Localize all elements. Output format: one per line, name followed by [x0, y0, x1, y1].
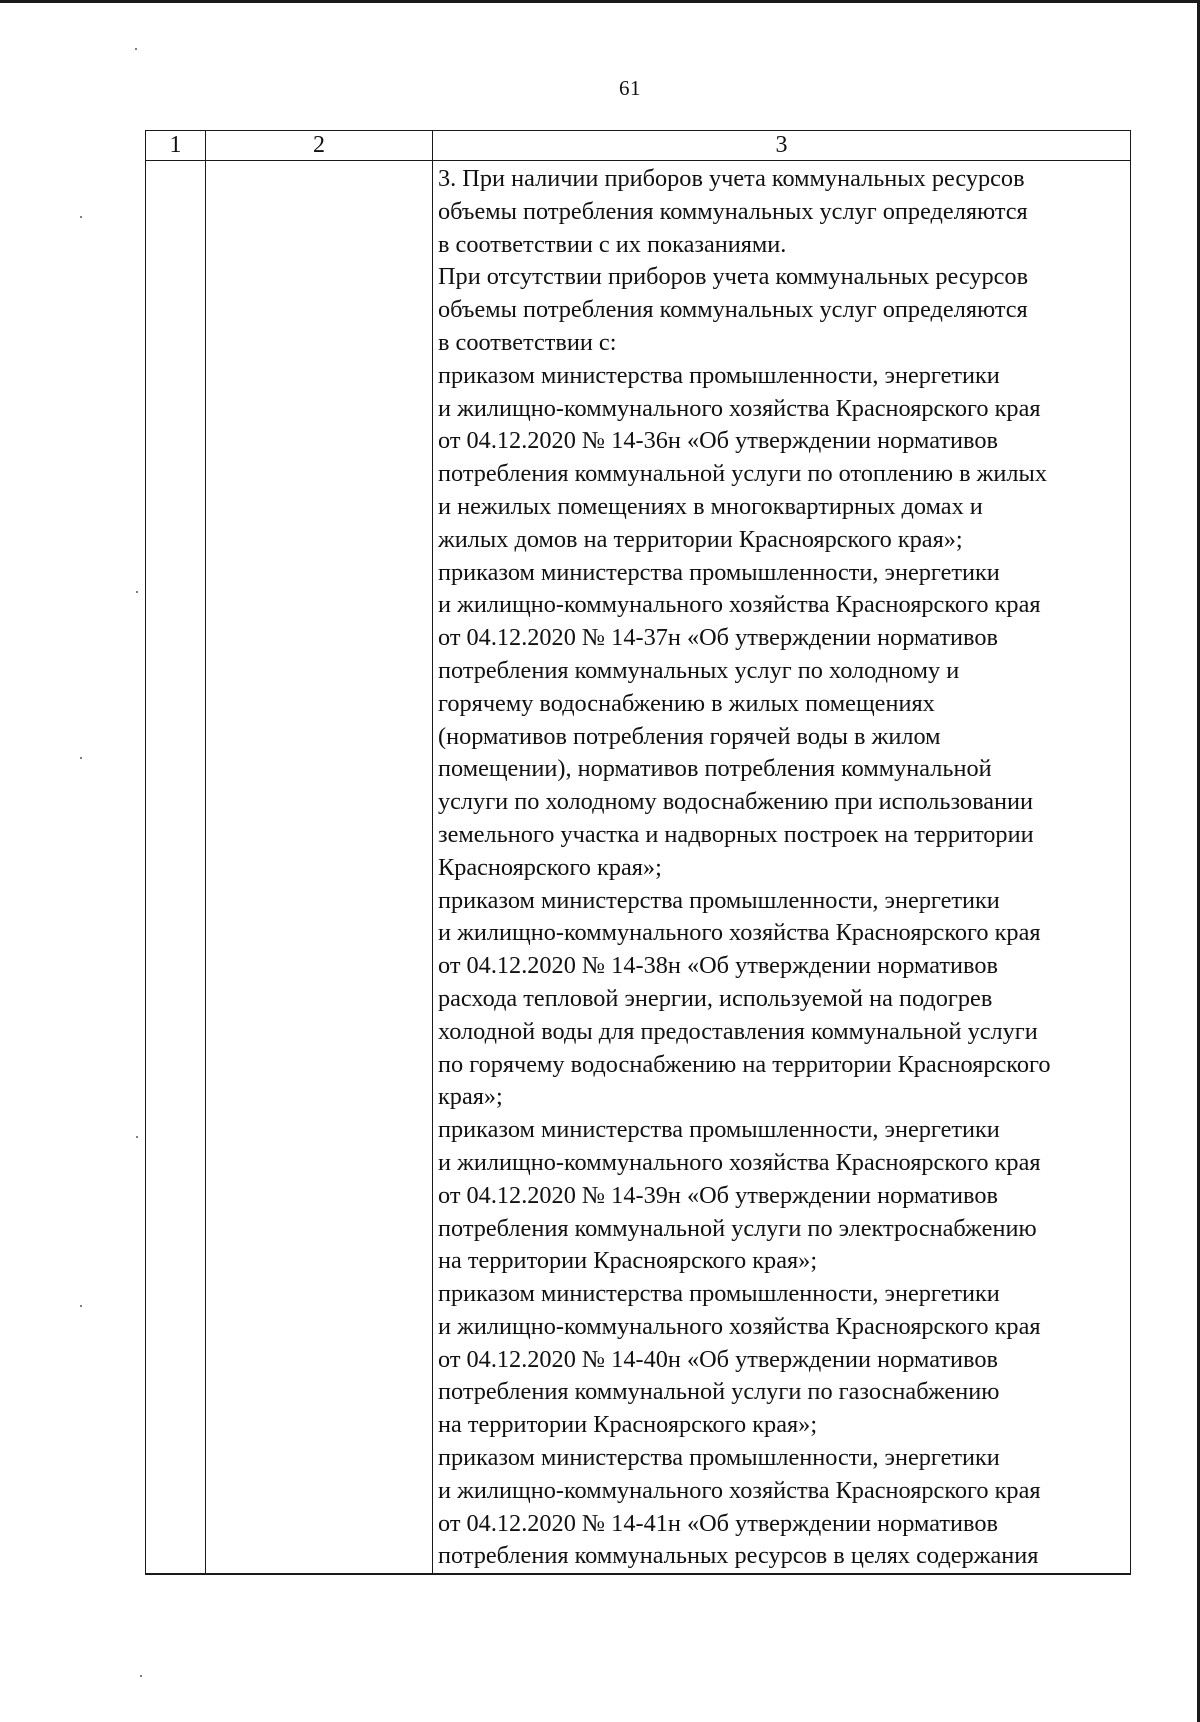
text-line: объемы потребления коммунальных услуг определяются — [438, 296, 1028, 324]
column-header-3: 3 — [433, 131, 1131, 161]
text-line: от 04.12.2020 № 14-41н «Об утверждении нормативов — [438, 1509, 998, 1537]
text-line: приказом министерства промышленности, энергетики — [438, 1280, 1000, 1308]
text-line: от 04.12.2020 № 14-40н «Об утверждении нормативов — [438, 1345, 998, 1373]
page-number: 61 — [619, 76, 641, 100]
text-line: в соответствии с: — [438, 328, 617, 356]
text-line: Красноярского края»; — [438, 853, 662, 881]
text-line: (нормативов потребления горячей воды в жилом — [438, 722, 941, 750]
text-line: в соответствии с их показаниями. — [438, 230, 787, 258]
table-row — [146, 161, 1131, 1575]
scan-speck — [80, 216, 82, 218]
text-line: услуги по холодному водоснабжению при использовании — [438, 788, 1034, 816]
text-line: помещении), нормативов потребления коммунальной — [438, 755, 992, 783]
text-line: приказом министерства промышленности, энергетики — [438, 361, 1000, 389]
text-line: от 04.12.2020 № 14-36н «Об утверждении нормативов — [438, 427, 998, 455]
text-line: и жилищно-коммунального хозяйства Красноярского края — [438, 1476, 1041, 1504]
cell-column-3 — [433, 161, 1131, 1575]
table-header-row — [146, 131, 1131, 161]
text-line: приказом министерства промышленности, энергетики — [438, 1444, 1000, 1472]
scan-speck — [80, 757, 82, 759]
text-line: и жилищно-коммунального хозяйства Красноярского края — [438, 1148, 1041, 1176]
text-line: и жилищно-коммунального хозяйства Красноярского края — [438, 394, 1041, 422]
text-line: объемы потребления коммунальных услуг определяются — [438, 197, 1028, 225]
text-line: жилых домов на территории Красноярского края»; — [438, 525, 963, 553]
scan-speck — [135, 48, 137, 50]
scan-speck — [80, 1305, 82, 1307]
text-line: приказом министерства промышленности, энергетики — [438, 558, 1000, 586]
cell-column-2 — [206, 161, 433, 1575]
text-line: от 04.12.2020 № 14-37н «Об утверждении нормативов — [438, 624, 998, 652]
text-line: потребления коммунальной услуги по отоплению в жилых — [438, 460, 1048, 488]
cell-column-1 — [146, 161, 206, 1575]
text-line: на территории Красноярского края»; — [438, 1411, 818, 1439]
text-line: от 04.12.2020 № 14-38н «Об утверждении нормативов — [438, 952, 998, 980]
text-line: края»; — [438, 1083, 503, 1111]
text-line: по горячему водоснабжению на территории Красноярского — [438, 1050, 1051, 1078]
text-line: и жилищно-коммунального хозяйства Красноярского края — [438, 919, 1041, 947]
scan-speck — [140, 1675, 142, 1677]
text-line: земельного участка и надворных построек на территории — [438, 820, 1034, 848]
text-line: При отсутствии приборов учета коммунальных ресурсов — [438, 263, 1029, 291]
text-line: приказом министерства промышленности, энергетики — [438, 886, 1000, 914]
text-line: и жилищно-коммунального хозяйства Красноярского края — [438, 591, 1041, 619]
text-line: расхода тепловой энергии, используемой на подогрев — [438, 984, 993, 1012]
scan-speck — [136, 1136, 138, 1138]
regulation-table — [145, 130, 1131, 1575]
scan-speck — [136, 591, 138, 593]
text-line: от 04.12.2020 № 14-39н «Об утверждении нормативов — [438, 1181, 998, 1209]
text-line: холодной воды для предоставления коммунальной услуги — [438, 1017, 1038, 1045]
text-line: потребления коммунальной услуги по газоснабжению — [438, 1378, 1000, 1406]
text-line: потребления коммунальных услуг по холодному и — [438, 656, 960, 684]
text-line: потребления коммунальных ресурсов в целях содержания — [438, 1542, 1039, 1570]
text-line: и жилищно-коммунального хозяйства Красноярского края — [438, 1312, 1041, 1340]
text-line: и нежилых помещениях в многоквартирных домах и — [438, 492, 983, 520]
text-line: 3. При наличии приборов учета коммунальных ресурсов — [438, 165, 1025, 192]
text-line: приказом министерства промышленности, энергетики — [438, 1116, 1000, 1144]
scan-border-top — [0, 0, 1200, 3]
text-line: горячему водоснабжению в жилых помещениях — [438, 689, 935, 717]
regulation-text — [433, 161, 1130, 1573]
column-header-1: 1 — [146, 131, 206, 161]
text-line: потребления коммунальной услуги по электроснабжению — [438, 1214, 1037, 1242]
text-line: на территории Красноярского края»; — [438, 1247, 818, 1275]
column-header-2: 2 — [206, 131, 433, 161]
